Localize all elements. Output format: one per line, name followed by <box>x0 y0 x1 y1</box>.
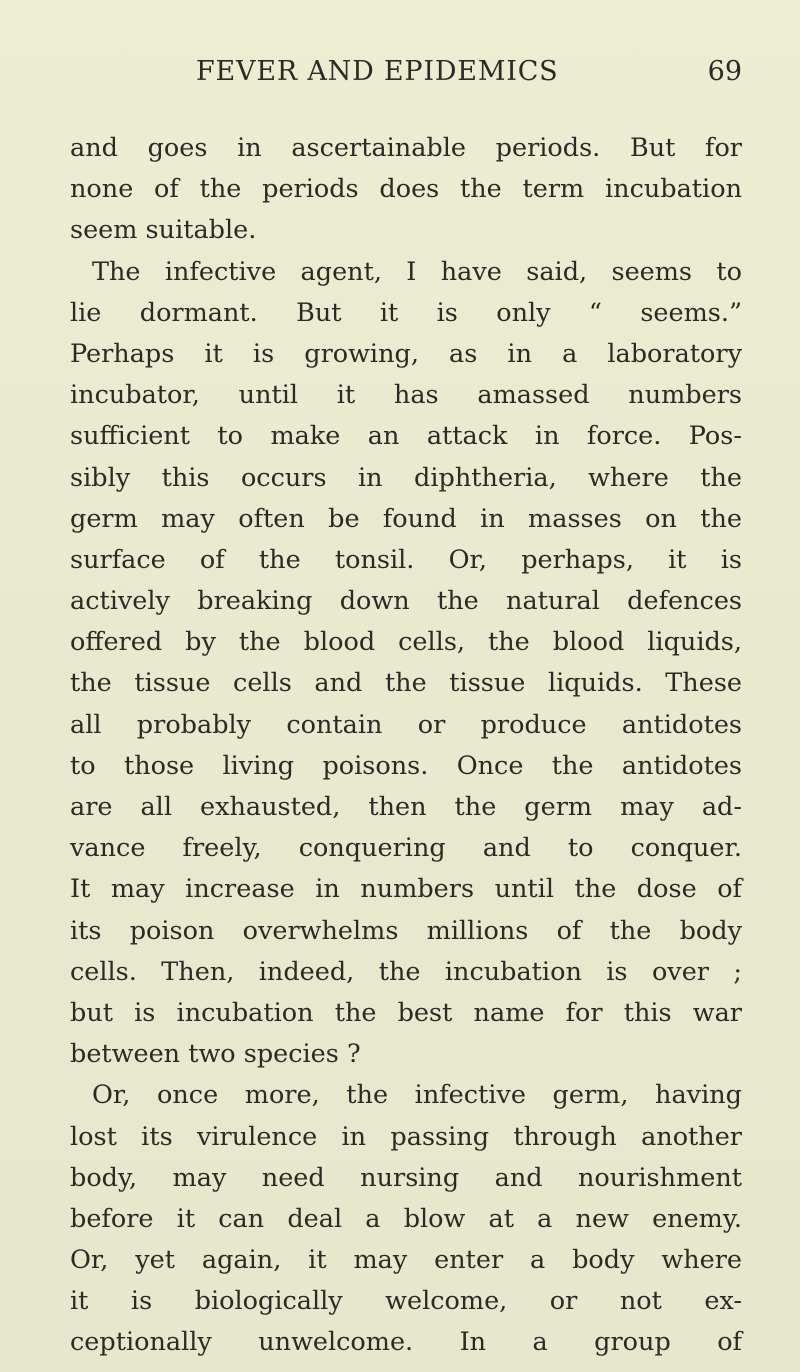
text-line: but is incubation the best name for this war <box>70 997 742 1028</box>
text-line: Or, once more, the infective germ, having <box>92 1080 742 1111</box>
text-line: vance freely, conquering and to conquer. <box>70 833 742 864</box>
text-line: lost its virulence in passing through another <box>70 1121 742 1152</box>
text-line: The infective agent, I have said, seems to <box>92 256 742 287</box>
text-line: body, may need nursing and nourishment <box>70 1162 742 1193</box>
text-line: sufficient to make an attack in force. Pos- <box>70 421 742 452</box>
running-head <box>196 52 742 92</box>
text-line: Perhaps it is growing, as in a laboratory <box>70 338 742 369</box>
text-line: It may increase in numbers until the dose of <box>70 874 742 905</box>
text-line: incubator, until it has amassed numbers <box>70 380 742 411</box>
text-line: actively breaking down the natural defences <box>70 586 742 617</box>
text-line: to those living poisons. Once the antidotes <box>70 750 742 781</box>
text-line: before it can deal a blow at a new enemy. <box>70 1203 742 1234</box>
text-line: cells. Then, indeed, the incubation is over ; <box>70 956 742 987</box>
text-line: and goes in ascertainable periods. But for <box>70 133 742 163</box>
text-line: ceptionally unwelcome. In a group of <box>70 1327 742 1358</box>
text-line: seem suitable. <box>70 215 257 246</box>
text-line: its poison overwhelms millions of the body <box>70 915 742 946</box>
text-line: lie dormant. But it is only “ seems.” <box>70 297 742 328</box>
running-title: FEVER AND EPIDEMICS <box>196 56 559 87</box>
text-line: are all exhausted, then the germ may ad- <box>70 792 742 822</box>
body-text <box>70 128 742 1364</box>
text-line: offered by the blood cells, the blood liquids, <box>70 627 742 658</box>
text-line: germ may often be found in masses on the <box>70 503 742 534</box>
text-line: Or, yet again, it may enter a body where <box>70 1245 742 1276</box>
text-line: all probably contain or produce antidotes <box>70 709 742 740</box>
text-line: it is biologically welcome, or not ex- <box>70 1286 742 1317</box>
text-line: sibly this occurs in diphtheria, where the <box>70 462 742 493</box>
page-number: 69 <box>707 56 742 87</box>
text-line: between two species ? <box>70 1039 361 1070</box>
text-line: none of the periods does the term incubation <box>70 174 742 205</box>
text-line: surface of the tonsil. Or, perhaps, it is <box>70 544 742 575</box>
text-line: the tissue cells and the tissue liquids. These <box>70 668 742 699</box>
